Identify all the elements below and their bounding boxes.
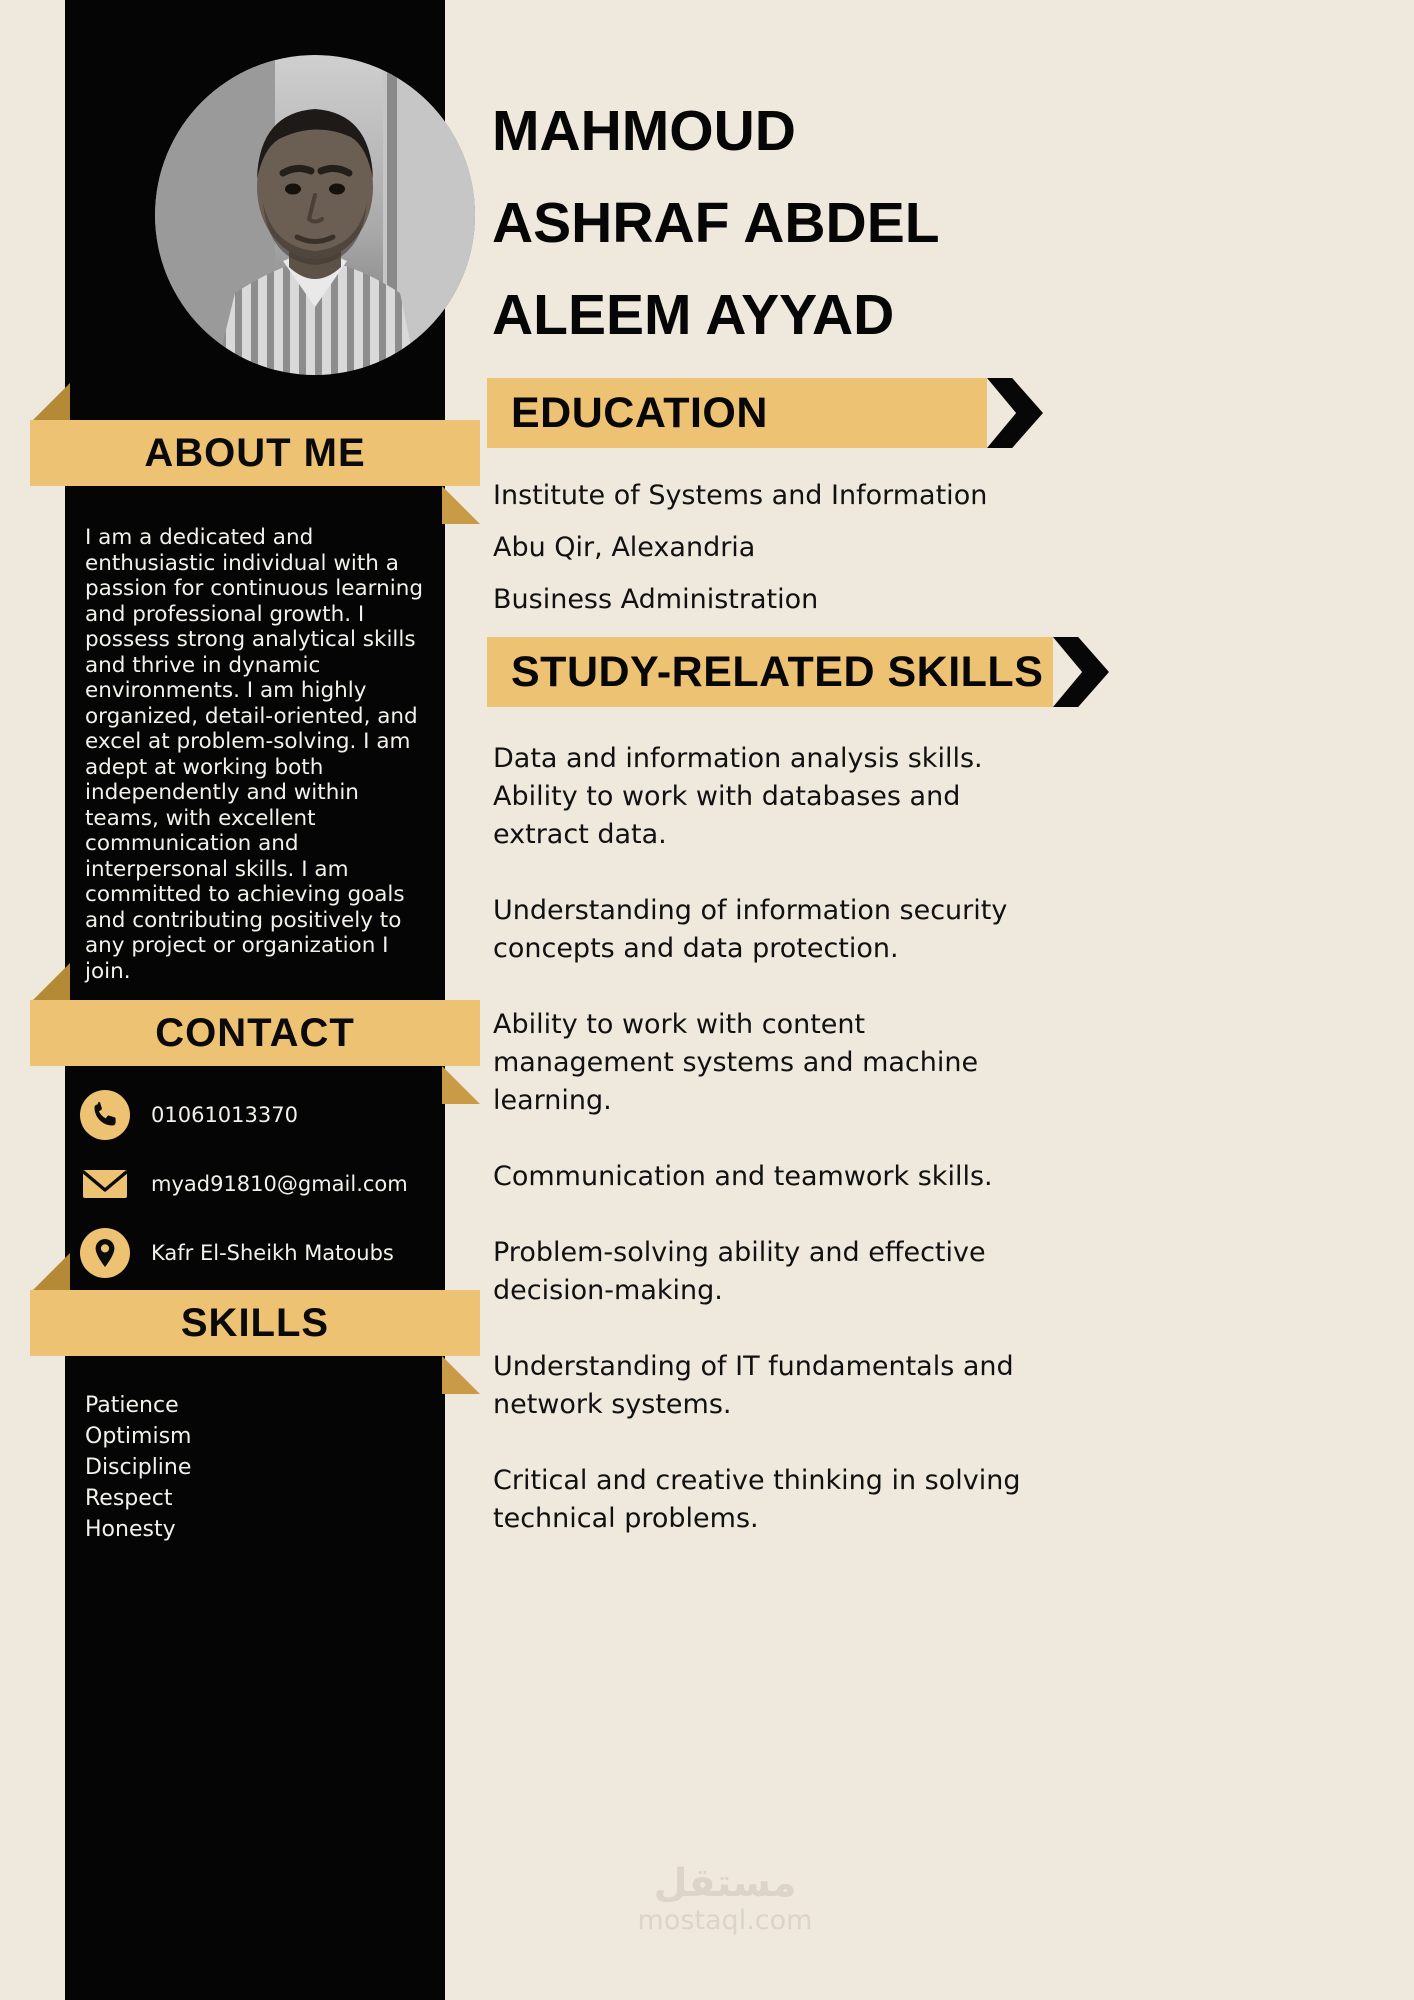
contact-value-phone: 01061013370 — [151, 1103, 298, 1127]
study-skill-item: Ability to work with content management systems and machine learning. — [493, 1009, 979, 1116]
page-title — [492, 85, 1032, 361]
skills-ribbon-tail — [442, 1356, 480, 1394]
education-banner — [487, 378, 1043, 448]
skill-item: Patience — [85, 1393, 179, 1418]
chevron-right-icon — [987, 378, 1043, 448]
study-skill-item: Critical and creative thinking in solving technical problems. — [493, 1465, 1021, 1534]
name-line-2: ASHRAF ABDEL — [492, 191, 940, 255]
email-icon — [80, 1159, 130, 1209]
location-pin-icon — [80, 1228, 130, 1278]
contact-ribbon — [30, 1000, 480, 1066]
about-me-body: I am a dedicated and enthusiastic individual with a passion for continuous learning and professional growth. I possess strong analytical skills and thrive in dynamic environments. I am highly organized, detail-oriented, and excel at problem-solving. I am adept at working both independently and within teams, with excellent communication and interpersonal skills. I am committed to achieving goals and contributing positively to any project or organization I join. — [85, 525, 423, 984]
education-details — [493, 470, 987, 626]
name-line-1: MAHMOUD — [492, 99, 796, 163]
skills-ribbon-fold-top — [30, 1253, 70, 1293]
skills-list — [85, 1390, 425, 1545]
education-line: Business Administration — [493, 584, 819, 615]
phone-icon — [80, 1090, 130, 1140]
contact-heading: CONTACT — [155, 1011, 355, 1055]
watermark — [600, 1862, 850, 1936]
about-me-heading: ABOUT ME — [144, 431, 366, 475]
skill-item: Discipline — [85, 1455, 192, 1480]
education-line: Institute of Systems and Information — [493, 480, 988, 511]
study-skill-item: Understanding of information security concepts and data protection. — [493, 895, 1008, 964]
skill-item: Respect — [85, 1486, 173, 1511]
skill-item: Honesty — [85, 1517, 176, 1542]
contact-value-location: Kafr El-Sheikh Matoubs — [151, 1241, 394, 1265]
about-me-ribbon — [30, 420, 480, 486]
about-ribbon-tail — [442, 486, 480, 524]
study-skill-item: Data and information analysis skills. Ability to work with databases and extract data. — [493, 743, 983, 850]
study-skill-item: Problem-solving ability and effective decision-making. — [493, 1237, 986, 1306]
profile-photo — [155, 55, 475, 375]
contact-ribbon-fold-top — [30, 963, 70, 1003]
skill-item: Optimism — [85, 1424, 192, 1449]
watermark-latin: mostaql.com — [637, 1905, 813, 1936]
education-heading: EDUCATION — [511, 388, 768, 437]
study-related-skills-list — [493, 740, 1033, 1576]
education-line: Abu Qir, Alexandria — [493, 532, 756, 563]
chevron-right-icon — [1053, 637, 1109, 707]
watermark-arabic: مستقل — [653, 1861, 797, 1906]
study-related-skills-banner — [487, 637, 1109, 707]
contact-row-phone[interactable] — [80, 1082, 450, 1148]
contact-list — [80, 1082, 450, 1289]
study-skill-item: Understanding of IT fundamentals and network systems. — [493, 1351, 1014, 1420]
portrait-photo-icon — [155, 55, 475, 375]
about-ribbon-fold-top — [30, 383, 70, 423]
contact-value-email: myad91810@gmail.com — [151, 1172, 408, 1196]
study-related-skills-heading: STUDY-RELATED SKILLS — [511, 647, 1044, 696]
name-line-3: ALEEM AYYAD — [492, 283, 895, 347]
contact-ribbon-tail — [442, 1066, 480, 1104]
study-skill-item: Communication and teamwork skills. — [493, 1161, 993, 1192]
skills-ribbon — [30, 1290, 480, 1356]
contact-row-email[interactable] — [80, 1151, 450, 1217]
skills-heading: SKILLS — [180, 1301, 330, 1345]
contact-row-location[interactable] — [80, 1220, 450, 1286]
